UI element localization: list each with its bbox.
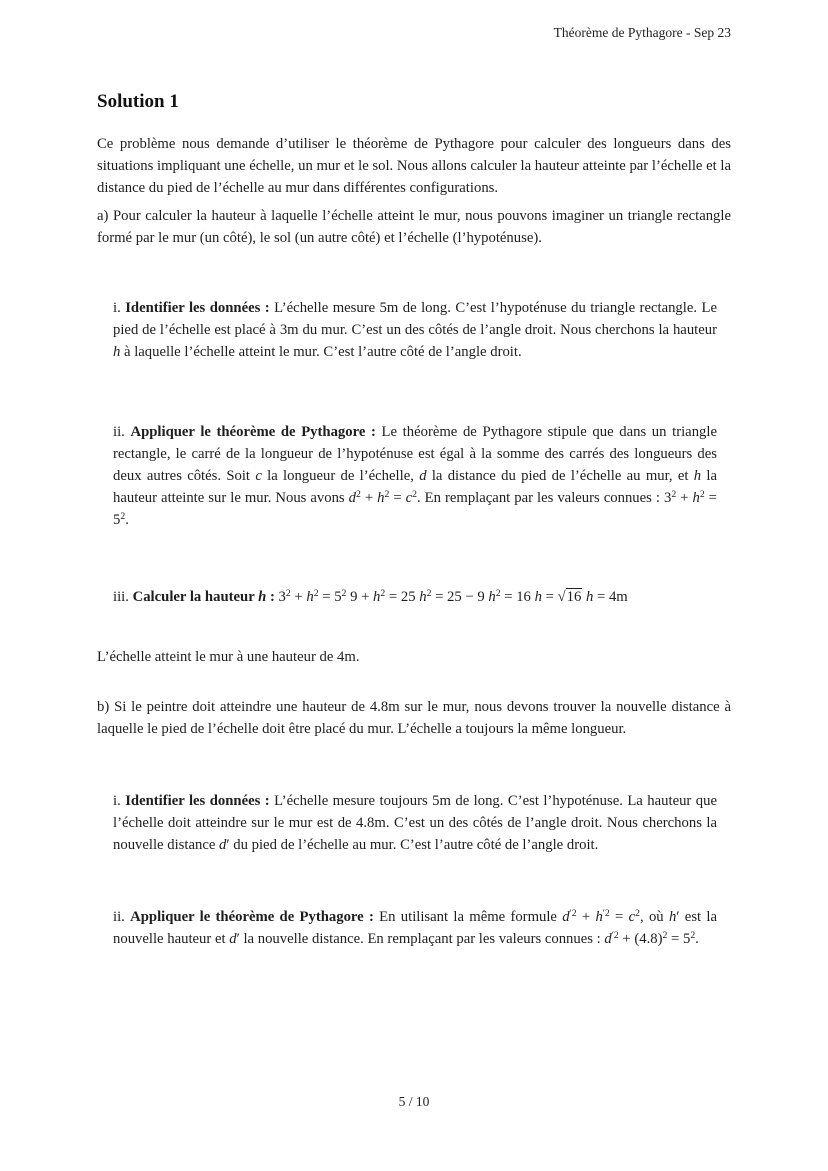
page-content — [97, 0, 731, 950]
header-title: Théorème de Pythagore - Sep 23 — [553, 25, 731, 40]
page-footer — [0, 1094, 828, 1110]
part-a-step-ii: ii. Appliquer le théorème de Pythagore : Le théorème de Pythagore stipule que dans un triangle rectangle, le carré de la longueur de l’hypoténuse est égal à la somme des carrés des longueurs des deux autres côtés. Soit c la longueur de l’échelle, d la distance du pied de l’échelle au mur, et h la hauteur atteinte sur le mur. Nous avons $d^2 + h^2 = c^2$. En remplaçant par les valeurs connues : $3^2 + h^2 = 5^2$. — [113, 424, 717, 528]
part-a-intro: a) Pour calculer la hauteur à laquelle l’échelle atteint le mur, nous pouvons imaginer un triangle rectangle formé par le mur (un côté), le sol (un autre côté) et l’échelle (l’hypoténuse). — [97, 208, 731, 246]
intro-paragraph: Ce problème nous demande d’utiliser le théorème de Pythagore pour calculer des longueurs dans des situations impliquant une échelle, un mur et le sol. Nous allons calculer la hauteur atteinte par l’échelle et la distance du pied de l’échelle au mur dans différentes configurations. — [97, 136, 731, 196]
page-number: 5 / 10 — [398, 1094, 430, 1109]
solution-title: Solution 1 — [97, 91, 179, 112]
part-b-intro: b) Si le peintre doit atteindre une hauteur de 4.8m sur le mur, nous devons trouver la nouvelle distance à laquelle le pied de l’échelle doit être placé du mur. L’échelle a toujours la même longueur. — [97, 699, 731, 737]
part-b-step-ii: ii. Appliquer le théorème de Pythagore : En utilisant la même formule $d^{'2} + h^{'2} = c^2$, où h′ est la nouvelle hauteur et d′ la nouvelle distance. En remplaçant par les valeurs connues : $d^{'2} + (4.8)^2 = 5^2$. — [113, 908, 718, 947]
part-a-step-i: i. Identifier les données : L’échelle mesure 5m de long. C’est l’hypoténuse du triangle rectangle. Le pied de l’échelle est placé à 3m du mur. C’est un des côtés de l’angle droit. Nous cherchons la hauteur h à laquelle l’échelle atteint le mur. C’est l’autre côté de l’angle droit. — [113, 300, 717, 360]
part-a-result: L’échelle atteint le mur à une hauteur de 4m. — [97, 649, 360, 665]
part-a-step-iii: iii. Calculer la hauteur h : $3^2 + h^2 = 5^2$ $9 + h^2 = 25$ $h^2 = 25 - 9$ $h^2 = 16$ h = √16 h = 4m — [113, 588, 628, 605]
part-b-step-i: i. Identifier les données : L’échelle mesure toujours 5m de long. C’est l’hypoténuse. La hauteur que l’échelle doit atteindre sur le mur est de 4.8m. C’est un des côtés de l’angle droit. Nous cherchons la nouvelle distance d′ du pied de l’échelle au mur. C’est l’autre côté de l’angle droit. — [113, 793, 717, 853]
